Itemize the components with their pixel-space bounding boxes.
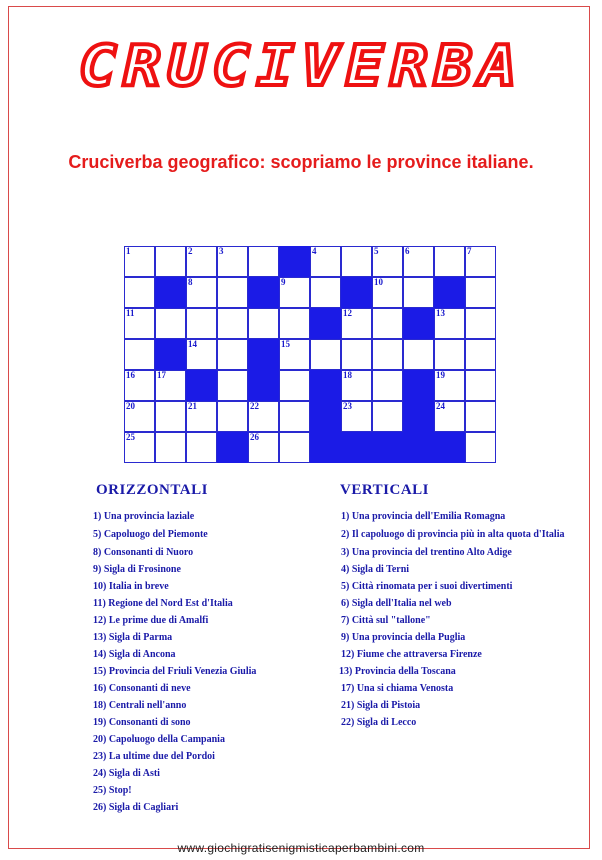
cell-number: 7 <box>467 246 472 256</box>
grid-cell[interactable] <box>279 308 310 339</box>
grid-cell[interactable] <box>372 401 403 432</box>
across-clue: 11) Regione del Nord Est d'Italia <box>93 598 233 609</box>
footer-url[interactable]: www.giochigratisenigmisticaperbambini.com <box>177 841 425 855</box>
black-cell <box>155 339 186 370</box>
black-cell <box>279 246 310 277</box>
cell-number: 9 <box>281 277 286 287</box>
across-clue: 25) Stop! <box>93 785 132 796</box>
grid-cell[interactable] <box>279 401 310 432</box>
cell-number: 14 <box>188 339 197 349</box>
black-cell <box>310 308 341 339</box>
across-clue: 12) Le prime due di Amalfi <box>93 615 209 626</box>
black-cell <box>403 370 434 401</box>
across-clue: 23) La ultime due del Pordoi <box>93 751 215 762</box>
grid-cell[interactable] <box>341 246 372 277</box>
page-title: CRUCIVERBA <box>78 34 524 99</box>
cell-number: 21 <box>188 401 197 411</box>
cell-number: 26 <box>250 432 259 442</box>
grid-cell[interactable] <box>372 308 403 339</box>
cell-number: 17 <box>157 370 166 380</box>
grid-cell[interactable] <box>248 246 279 277</box>
down-clue: 2) Il capoluogo di provincia più in alta quota d'Italia <box>341 529 565 540</box>
cell-number: 15 <box>281 339 290 349</box>
cell-number: 11 <box>126 308 135 318</box>
across-clue: 8) Consonanti di Nuoro <box>93 547 194 558</box>
grid-cell[interactable] <box>217 339 248 370</box>
black-cell <box>434 277 465 308</box>
across-clue: 19) Consonanti di sono <box>93 717 191 728</box>
crossword-grid <box>124 246 496 463</box>
cell-number: 12 <box>343 308 352 318</box>
grid-cell[interactable] <box>372 339 403 370</box>
grid-cell[interactable] <box>217 277 248 308</box>
page-subtitle: Cruciverba geografico: scopriamo le province italiane. <box>68 152 534 172</box>
grid-cell[interactable] <box>155 308 186 339</box>
cell-number: 10 <box>374 277 383 287</box>
black-cell <box>403 401 434 432</box>
grid-cell[interactable] <box>124 277 155 308</box>
down-clue: 3) Una provincia del trentino Alto Adige <box>341 547 512 558</box>
cell-number: 6 <box>405 246 410 256</box>
black-cell <box>372 432 403 463</box>
cell-number: 13 <box>436 308 445 318</box>
black-cell <box>434 432 465 463</box>
grid-cell[interactable] <box>434 339 465 370</box>
down-clue: 4) Sigla di Terni <box>341 564 410 575</box>
down-clue: 22) Sigla di Lecco <box>341 717 417 728</box>
grid-cell[interactable] <box>217 308 248 339</box>
cell-number: 8 <box>188 277 193 287</box>
across-clue: 5) Capoluogo del Piemonte <box>93 529 208 540</box>
grid-cell[interactable] <box>465 370 496 401</box>
grid-cell[interactable] <box>372 370 403 401</box>
black-cell <box>310 370 341 401</box>
across-clue: 24) Sigla di Asti <box>93 768 160 779</box>
grid-cell[interactable] <box>186 308 217 339</box>
cell-number: 18 <box>343 370 352 380</box>
black-cell <box>341 277 372 308</box>
grid-cell[interactable] <box>279 370 310 401</box>
across-clue: 13) Sigla di Parma <box>93 632 173 643</box>
grid-cell[interactable] <box>217 401 248 432</box>
down-heading: VERTICALI <box>340 482 429 498</box>
black-cell <box>248 370 279 401</box>
black-cell <box>155 277 186 308</box>
cell-number: 1 <box>126 246 131 256</box>
across-clue: 10) Italia in breve <box>93 581 169 592</box>
cell-number: 5 <box>374 246 379 256</box>
down-clue: 9) Una provincia della Puglia <box>341 632 466 643</box>
black-cell <box>341 432 372 463</box>
cell-number: 25 <box>126 432 135 442</box>
down-clue: 1) Una provincia dell'Emilia Romagna <box>341 511 506 522</box>
cell-number: 19 <box>436 370 445 380</box>
grid-cell[interactable] <box>465 277 496 308</box>
grid-cell[interactable] <box>248 308 279 339</box>
across-clue: 26) Sigla di Cagliari <box>93 802 179 813</box>
grid-cell[interactable] <box>465 432 496 463</box>
cell-number: 23 <box>343 401 352 411</box>
cell-number: 24 <box>436 401 445 411</box>
grid-cell[interactable] <box>279 432 310 463</box>
black-cell <box>403 432 434 463</box>
across-clue: 15) Provincia del Friuli Venezia Giulia <box>93 666 257 677</box>
black-cell <box>186 370 217 401</box>
across-clue: 16) Consonanti di neve <box>93 683 191 694</box>
across-clue: 14) Sigla di Ancona <box>93 649 176 660</box>
cell-number: 20 <box>126 401 135 411</box>
cell-number: 16 <box>126 370 135 380</box>
black-cell <box>248 277 279 308</box>
grid-cell[interactable] <box>186 432 217 463</box>
cell-number: 4 <box>312 246 317 256</box>
cell-number: 3 <box>219 246 224 256</box>
grid-cell[interactable] <box>465 401 496 432</box>
down-clue: 7) Città sul "tallone" <box>341 615 431 626</box>
down-clue: 17) Una si chiama Venosta <box>341 683 454 694</box>
grid-cell[interactable] <box>124 339 155 370</box>
grid-cell[interactable] <box>465 339 496 370</box>
across-heading: ORIZZONTALI <box>96 482 208 498</box>
cell-number: 2 <box>188 246 193 256</box>
grid-cell[interactable] <box>465 308 496 339</box>
down-clue: 13) Provincia della Toscana <box>339 666 456 677</box>
cell-number: 22 <box>250 401 259 411</box>
down-clue: 21) Sigla di Pistoia <box>341 700 421 711</box>
black-cell <box>310 432 341 463</box>
grid-cell[interactable] <box>310 277 341 308</box>
down-clue: 5) Città rinomata per i suoi divertimenti <box>341 581 513 592</box>
grid-cell[interactable] <box>217 370 248 401</box>
across-clue: 9) Sigla di Frosinone <box>93 564 181 575</box>
across-clue: 20) Capoluogo della Campania <box>93 734 225 745</box>
grid-cell[interactable] <box>434 246 465 277</box>
black-cell <box>217 432 248 463</box>
down-clue: 12) Fiume che attraversa Firenze <box>341 649 482 660</box>
down-clue: 6) Sigla dell'Italia nel web <box>341 598 452 609</box>
grid-cell[interactable] <box>155 246 186 277</box>
grid-cell[interactable] <box>341 339 372 370</box>
grid-cell[interactable] <box>403 339 434 370</box>
black-cell <box>403 308 434 339</box>
grid-cell[interactable] <box>155 432 186 463</box>
across-clue: 1) Una provincia laziale <box>93 511 195 522</box>
black-cell <box>310 401 341 432</box>
across-clue: 18) Centrali nell'anno <box>93 700 187 711</box>
grid-cell[interactable] <box>155 401 186 432</box>
grid-cell[interactable] <box>310 339 341 370</box>
black-cell <box>248 339 279 370</box>
grid-cell[interactable] <box>403 277 434 308</box>
